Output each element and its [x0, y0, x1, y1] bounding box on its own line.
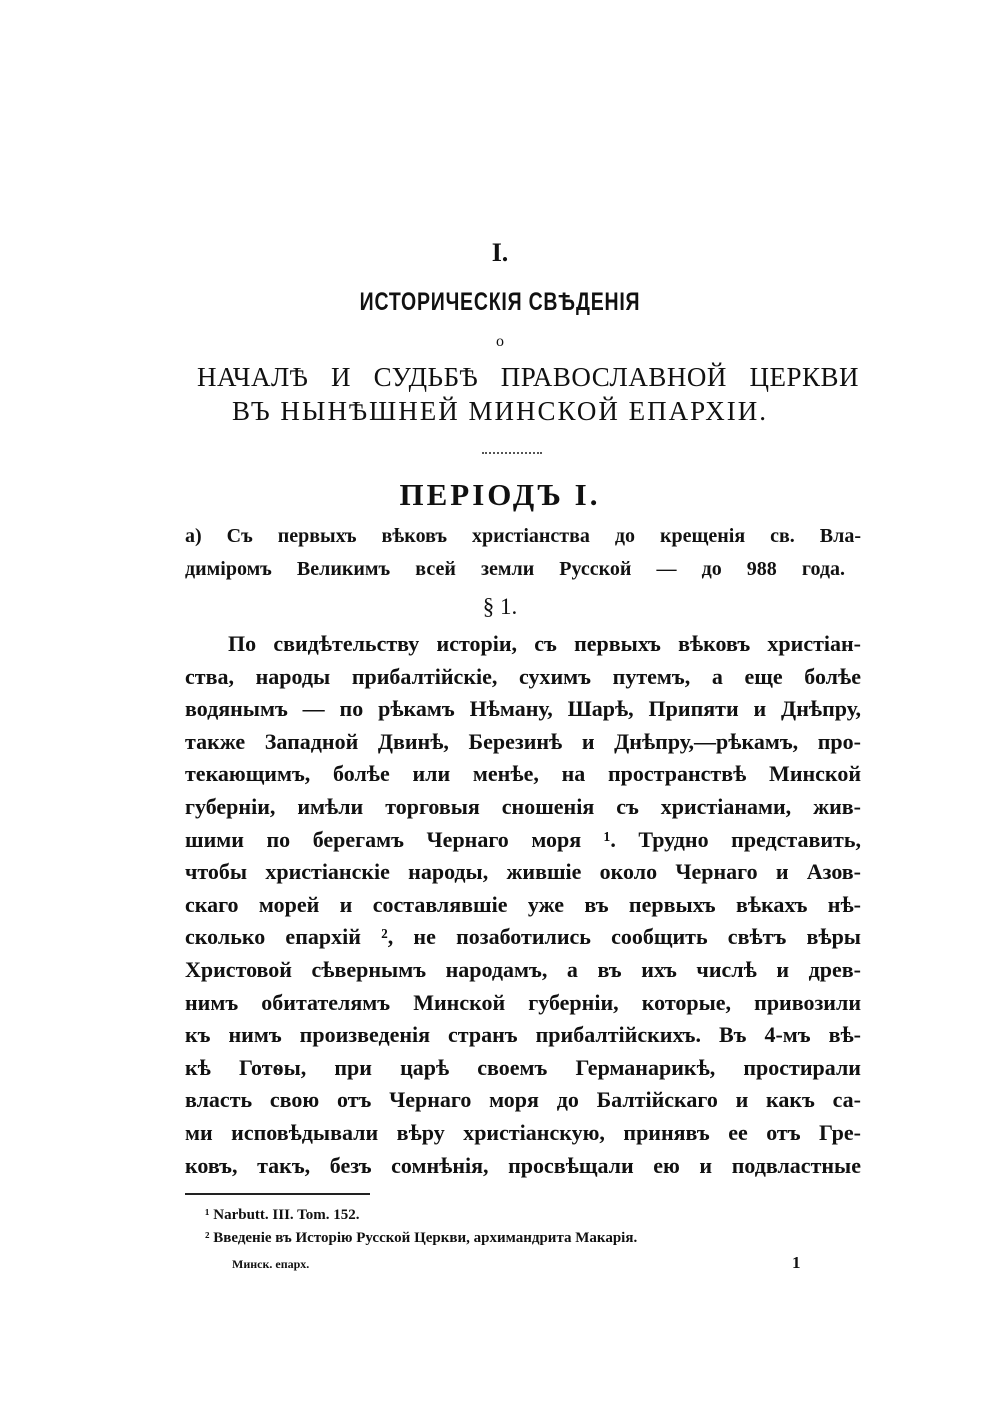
body-line: ми исповѣдывали вѣру христіанскую, принявъ ее отъ Гре-	[185, 1120, 861, 1145]
footnote-2: ² Введеніе въ Исторію Русской Церкви, архимандрита Макарія.	[205, 1230, 638, 1246]
period-heading: ПЕРІОДЪ I.	[399, 477, 601, 512]
body-line: сколько епархій ², не позаботились сообщить свѣтъ вѣры	[185, 924, 861, 950]
body-line: нимъ обитателямъ Минской губерніи, которые, привозили	[185, 989, 861, 1015]
chapter-number: I.	[491, 238, 509, 267]
page-number: 1	[792, 1253, 801, 1272]
footnote-1: ¹ Narbutt. III. Tom. 152.	[205, 1207, 360, 1223]
heading-preposition: о	[496, 333, 504, 350]
ornament-divider	[482, 452, 542, 454]
body-line: власть свою отъ Чернаго моря до Балтійскаго и какъ са-	[185, 1087, 861, 1113]
body-line: кѣ Готѳы, при царѣ своемъ Германарикѣ, простирали	[185, 1054, 861, 1080]
chapter-heading: ИСТОРИЧЕСКІЯ СВѢДЕНІЯ	[359, 288, 641, 316]
footnote-rule	[185, 1193, 370, 1195]
section-number: § 1.	[482, 594, 518, 619]
subtitle-line-2: диміромъ Великимъ всей земли Русской — до 988 года.	[185, 558, 845, 580]
body-line: къ нимъ произведенія странъ прибалтійскихъ. Въ 4-мъ вѣ-	[185, 1022, 861, 1048]
body-line: По свидѣтельству исторіи, съ первыхъ вѣковъ христіан-	[228, 631, 861, 656]
body-line: ства, народы прибалтійскіе, сухимъ путемъ, а еще болѣе	[185, 663, 861, 689]
body-line: чтобы христіанскіе народы, жившіе около Чернаго и Азов-	[185, 859, 861, 885]
body-line: также Западной Двинѣ, Березинѣ и Днѣпру,—рѣкамъ, про-	[185, 728, 861, 754]
body-line: водянымъ — по рѣкамъ Нѣману, Шарѣ, Припяти и Днѣпру,	[185, 696, 861, 722]
title-line-1: НАЧАЛѢ И СУДЬБѢ ПРАВОСЛАВНОЙ ЦЕРКВИ	[197, 362, 859, 392]
body-line: Христовой сѣвернымъ народамъ, а въ ихъ числѣ и древ-	[185, 957, 861, 982]
subtitle-line-1: а) Съ первыхъ вѣковъ христіанства до крещенія св. Вла-	[185, 525, 861, 547]
footer-signature: Минск. епарх.	[232, 1257, 310, 1271]
body-line: ковъ, такъ, безъ сомнѣнія, просвѣщали ею и подвластные	[185, 1152, 861, 1178]
body-line: шими по берегамъ Чернаго моря ¹. Трудно представить,	[185, 826, 861, 852]
body-line: скаго морей и составлявшіе уже въ первыхъ вѣкахъ нѣ-	[185, 891, 861, 917]
title-line-2: ВЪ НЫНѢШНЕЙ МИНСКОЙ ЕПАРХІИ.	[232, 396, 768, 426]
body-line: губерніи, имѣли торговыя сношенія съ христіанами, жив-	[185, 794, 861, 819]
body-line: текающимъ, болѣе или менѣе, на пространствѣ Минской	[185, 761, 861, 787]
